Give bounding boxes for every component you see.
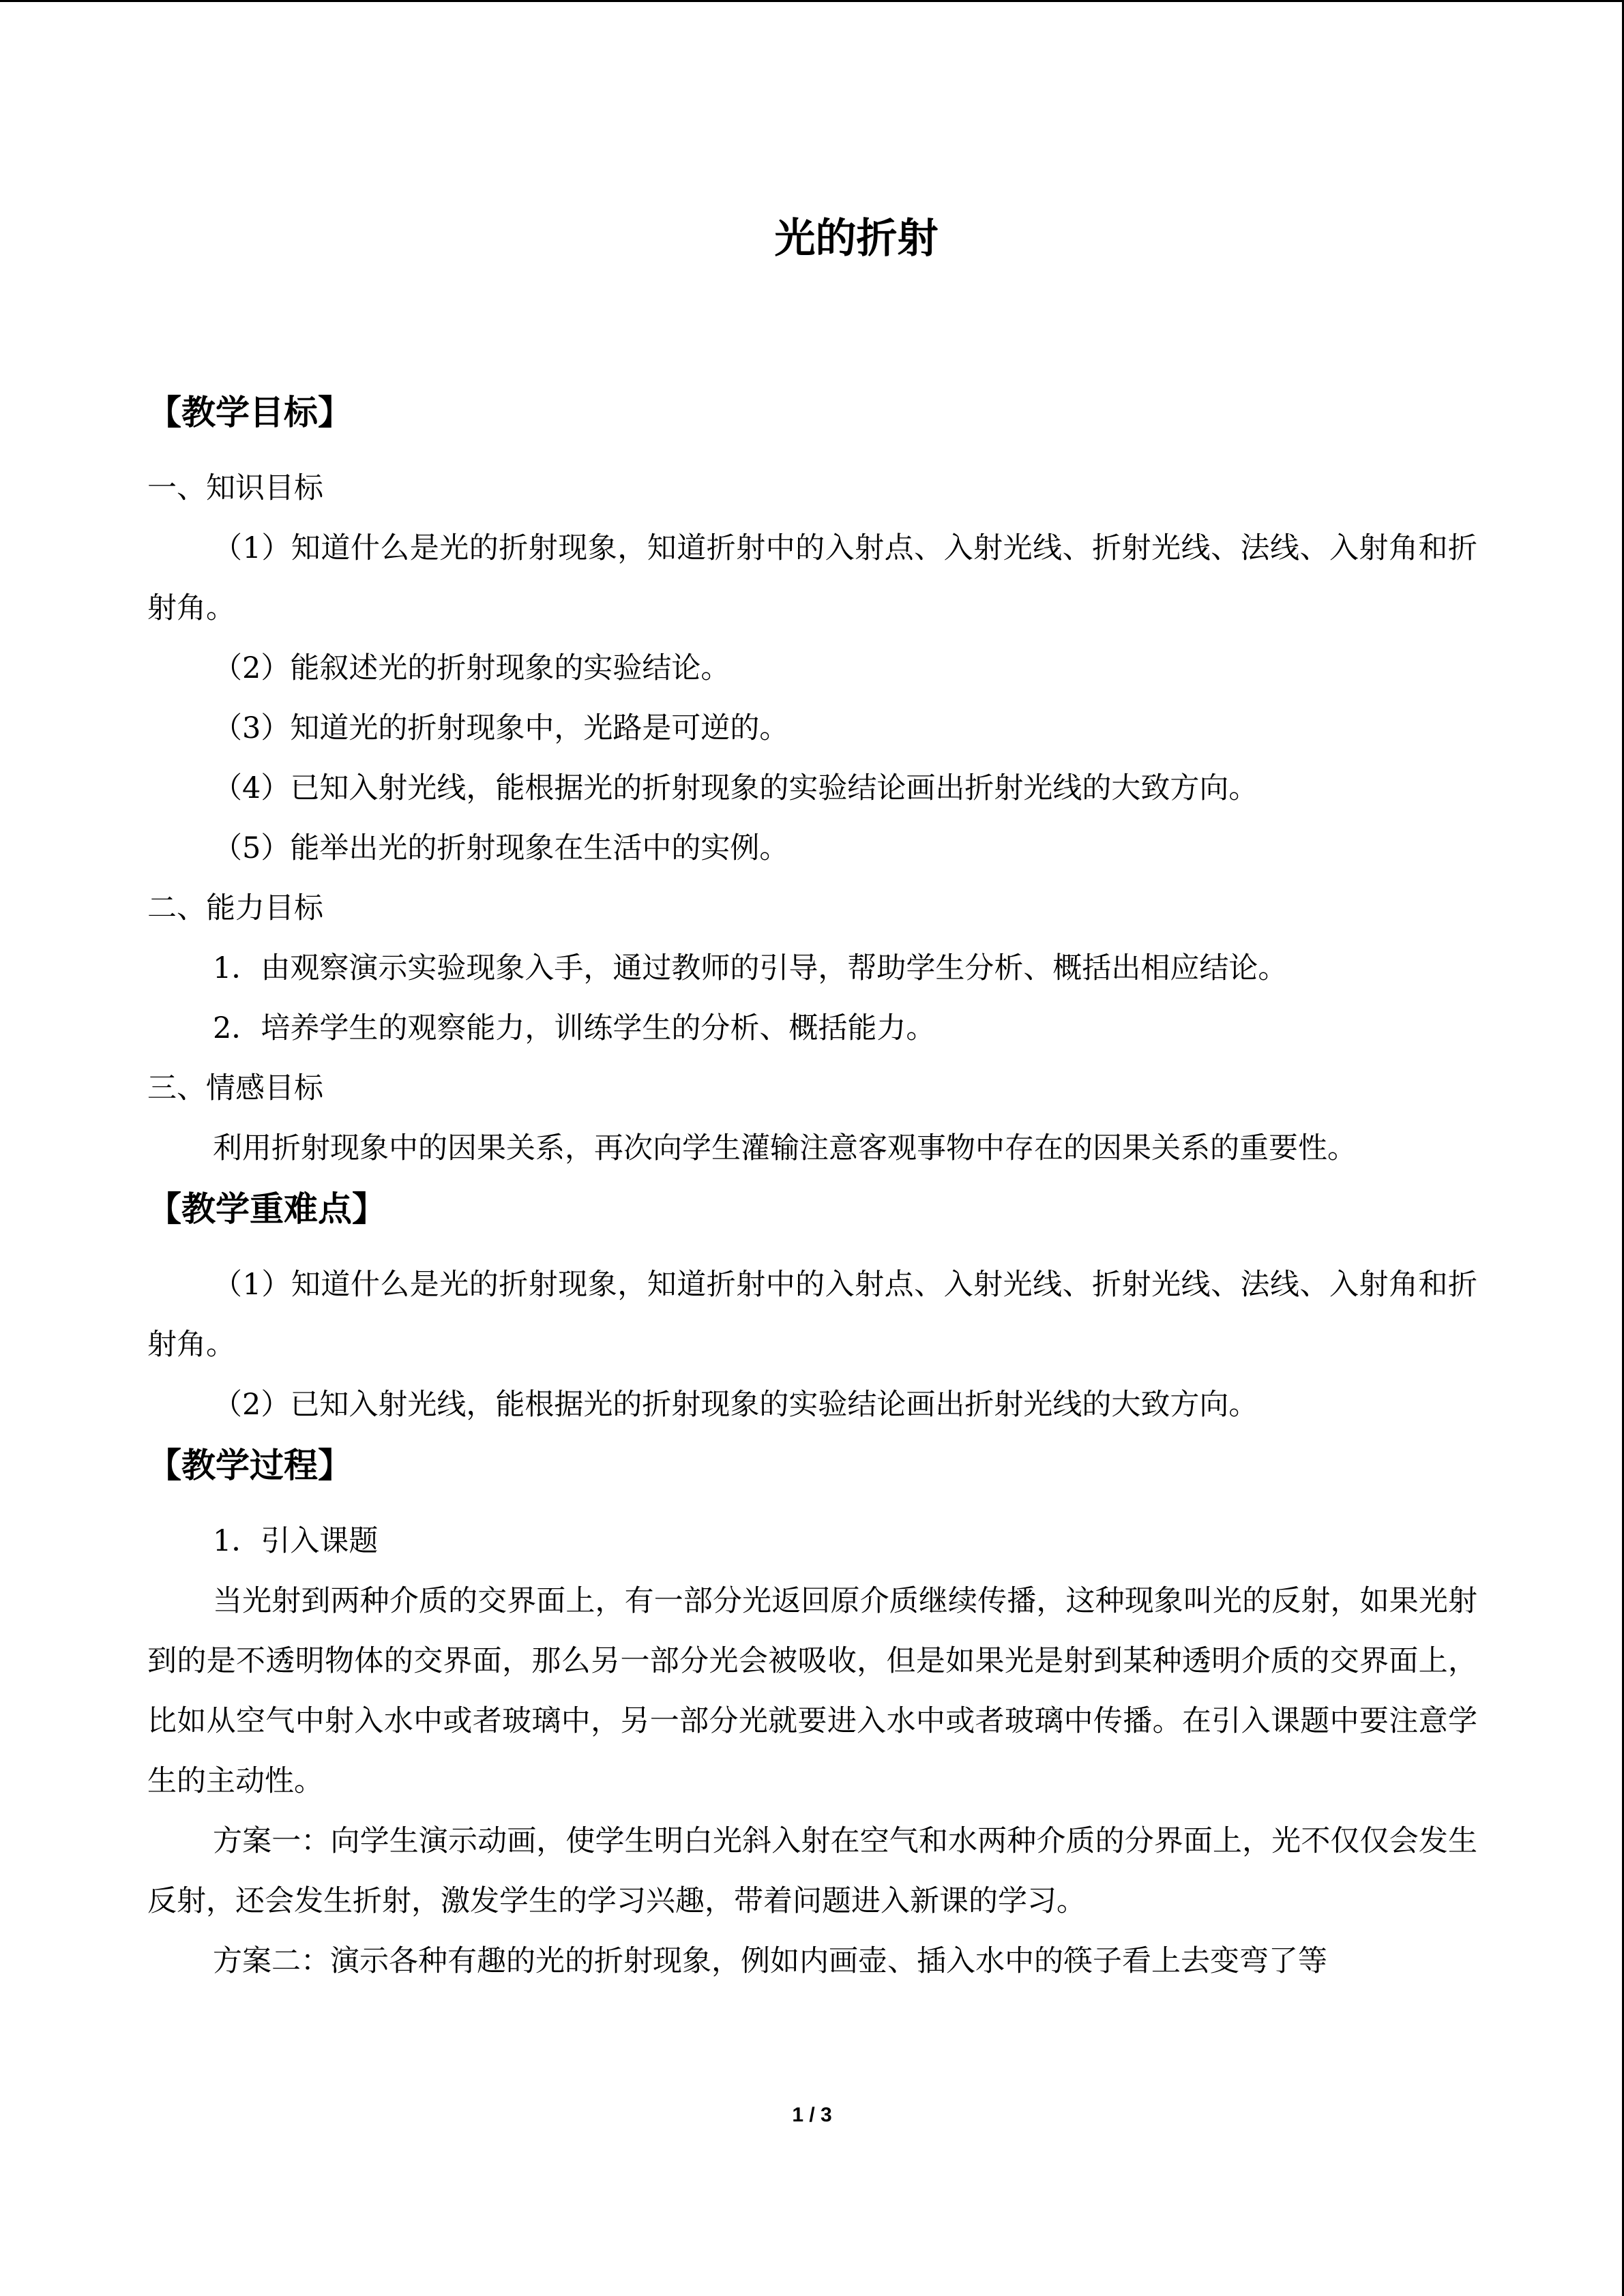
section-heading-process: 【教学过程】 xyxy=(147,1446,352,1485)
key-point-item: （2）已知入射光线，能根据光的折射现象的实验结论画出折射光线的大致方向。 xyxy=(213,1388,1258,1422)
ability-goal-item: 2．培养学生的观察能力，训练学生的分析、概括能力。 xyxy=(213,1011,936,1045)
document-title: 光的折射 xyxy=(774,215,939,263)
emotion-goal-text: 利用折射现象中的因果关系，再次向学生灌输注意客观事物中存在的因果关系的重要性。 xyxy=(213,1131,1357,1165)
section-heading-goals: 【教学目标】 xyxy=(147,393,352,432)
emotion-goals-label: 三、情感目标 xyxy=(147,1071,323,1105)
section-heading-key-points: 【教学重难点】 xyxy=(147,1189,386,1229)
ability-goal-item: 1．由观察演示实验现象入手，通过教师的引导，帮助学生分析、概括出相应结论。 xyxy=(213,951,1288,985)
process-paragraph: 方案一：向学生演示动画，使学生明白光斜入射在空气和水两种介质的分界面上，光不仅仅会发生反射，还会发生折射，激发学生的学习兴趣，带着问题进入新课的学习。 xyxy=(147,1824,1477,1918)
process-step-title: 1．引入课题 xyxy=(213,1524,379,1558)
knowledge-goal-item: （1）知道什么是光的折射现象，知道折射中的入射点、入射光线、折射光线、法线、入射角和折射角。 xyxy=(147,531,1477,625)
page-indicator: 1 / 3 xyxy=(792,2104,832,2126)
document-body xyxy=(147,382,1477,1991)
process-paragraph: 当光射到两种介质的交界面上，有一部分光返回原介质继续传播，这种现象叫光的反射，如果光射到的是不透明物体的交界面，那么另一部分光会被吸收，但是如果光是射到某种透明介质的交界面上，比如从空气中射入水中或者玻璃中，另一部分光就要进入水中或者玻璃中传播。在引入课题中要注意学生的主动性。 xyxy=(147,1584,1477,1798)
knowledge-goals-label: 一、知识目标 xyxy=(147,471,323,505)
knowledge-goal-item: （4）已知入射光线，能根据光的折射现象的实验结论画出折射光线的大致方向。 xyxy=(213,771,1258,805)
knowledge-goal-item: （5）能举出光的折射现象在生活中的实例。 xyxy=(213,831,789,865)
knowledge-goal-item: （3）知道光的折射现象中，光路是可逆的。 xyxy=(213,711,789,745)
process-paragraph: 方案二：演示各种有趣的光的折射现象，例如内画壶、插入水中的筷子看上去变弯了等 xyxy=(213,1944,1327,1978)
key-point-item: （1）知道什么是光的折射现象，知道折射中的入射点、入射光线、折射光线、法线、入射角和折射角。 xyxy=(147,1268,1477,1362)
knowledge-goal-item: （2）能叙述光的折射现象的实验结论。 xyxy=(213,651,730,685)
ability-goals-label: 二、能力目标 xyxy=(147,891,323,925)
